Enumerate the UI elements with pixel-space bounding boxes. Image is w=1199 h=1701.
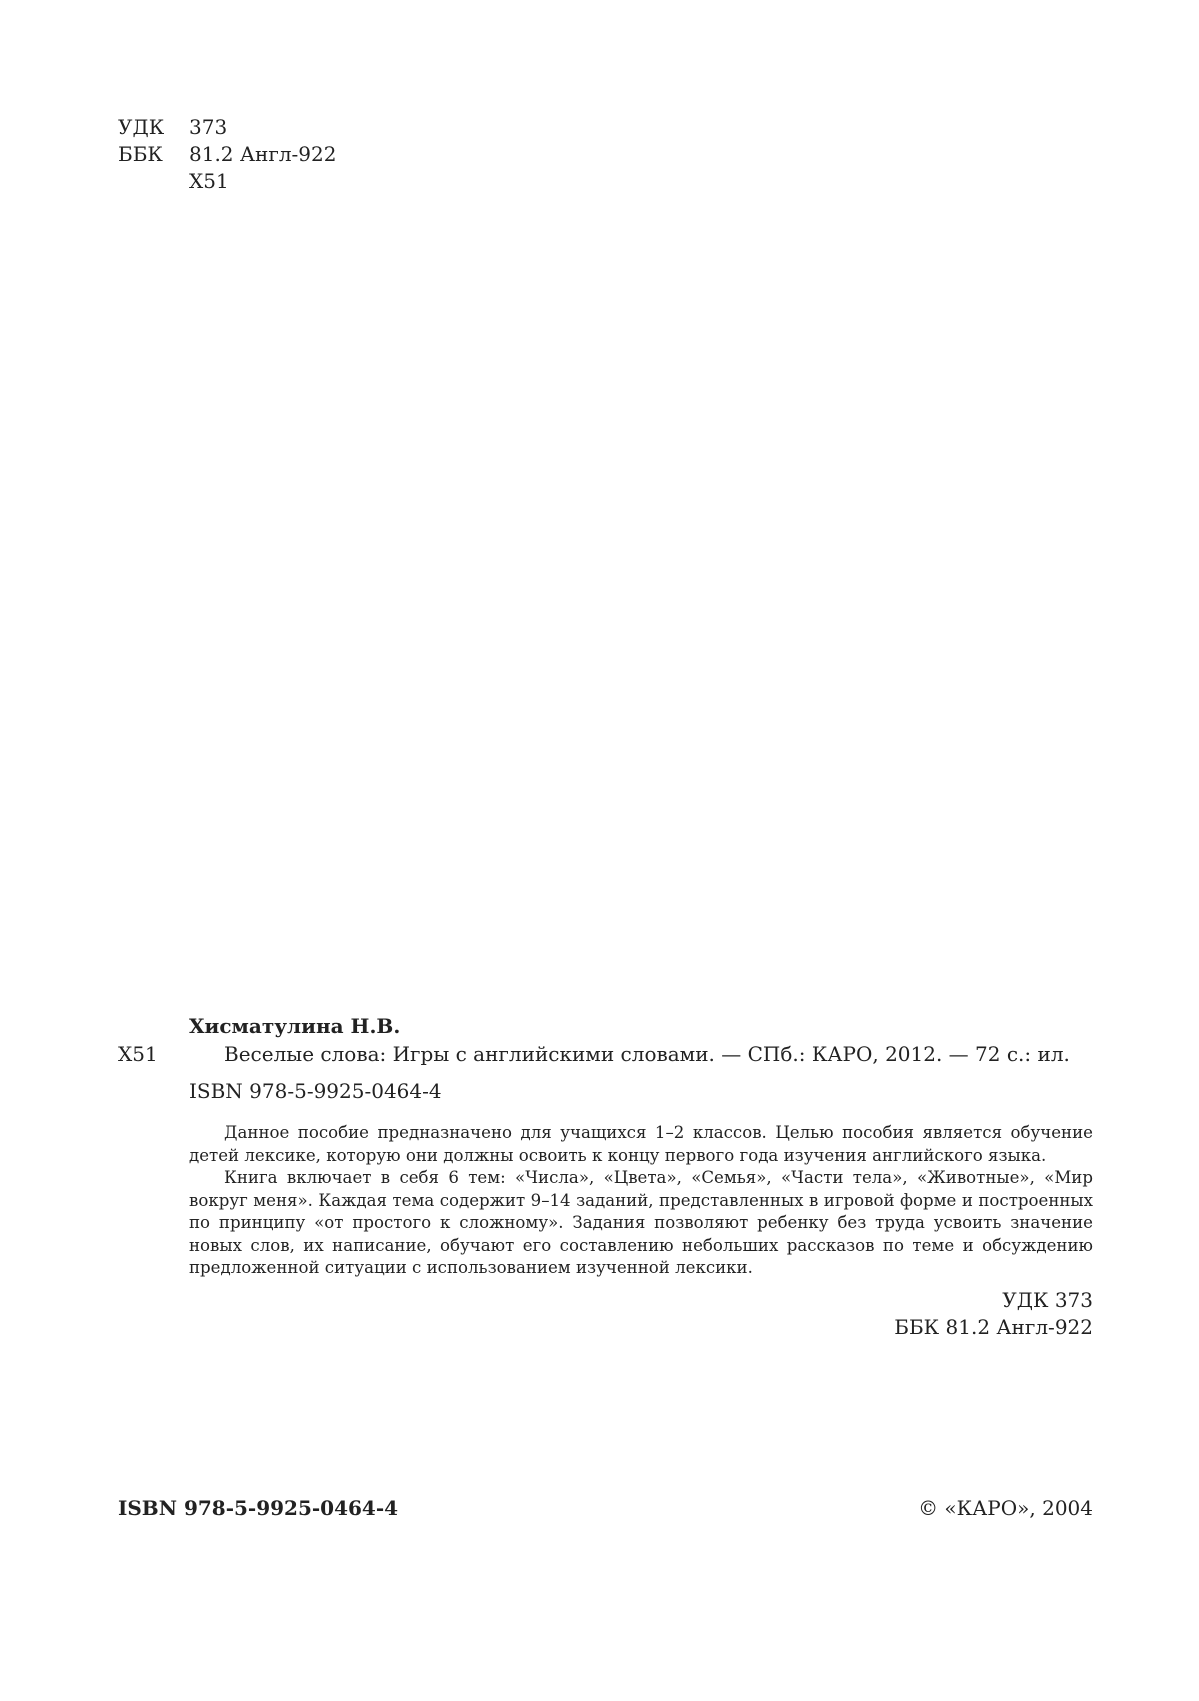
bbk-label: ББК <box>118 142 163 166</box>
bbk-bottom: ББК 81.2 Англ-922 <box>894 1315 1093 1339</box>
book-title: Веселые слова: Игры с английскими словами. — СПб.: КАРО, 2012. — 72 с.: ил. <box>224 1042 1070 1066</box>
annotation <box>189 1122 1093 1280</box>
udk-value: 373 <box>189 115 228 139</box>
bbk-value: 81.2 Англ-922 <box>189 142 337 166</box>
copyright: © «КАРО», 2004 <box>918 1496 1093 1520</box>
udk-label: УДК <box>118 115 165 139</box>
isbn-entry: ISBN 978-5-9925-0464-4 <box>189 1079 442 1103</box>
author-sign-value: Х51 <box>189 169 229 193</box>
udk-bottom: УДК 373 <box>1002 1288 1093 1312</box>
author-name: Хисматулина Н.В. <box>189 1014 401 1038</box>
footer-isbn: ISBN 978-5-9925-0464-4 <box>118 1496 399 1520</box>
annotation-paragraph: Книга включает в себя 6 тем: «Числа», «Цвета», «Семья», «Части тела», «Животные», «Мир вокруг меня». Каждая тема содержит 9–14 заданий, представленных в игровой форме и построенных по принципу «от простого к сложному». Задания позволяют ребенку без труда усвоить значение новых слов, их написание, обучают его составлению небольших рассказов по теме и обсуждению предложенной ситуации с использованием изученной лексики. <box>189 1168 1093 1277</box>
author-sign-code: Х51 <box>118 1042 158 1066</box>
annotation-paragraph: Данное пособие предназначено для учащихся 1–2 классов. Целью пособия является обучение детей лексике, которую они должны освоить к концу первого года изучения английского языка. <box>189 1123 1093 1165</box>
